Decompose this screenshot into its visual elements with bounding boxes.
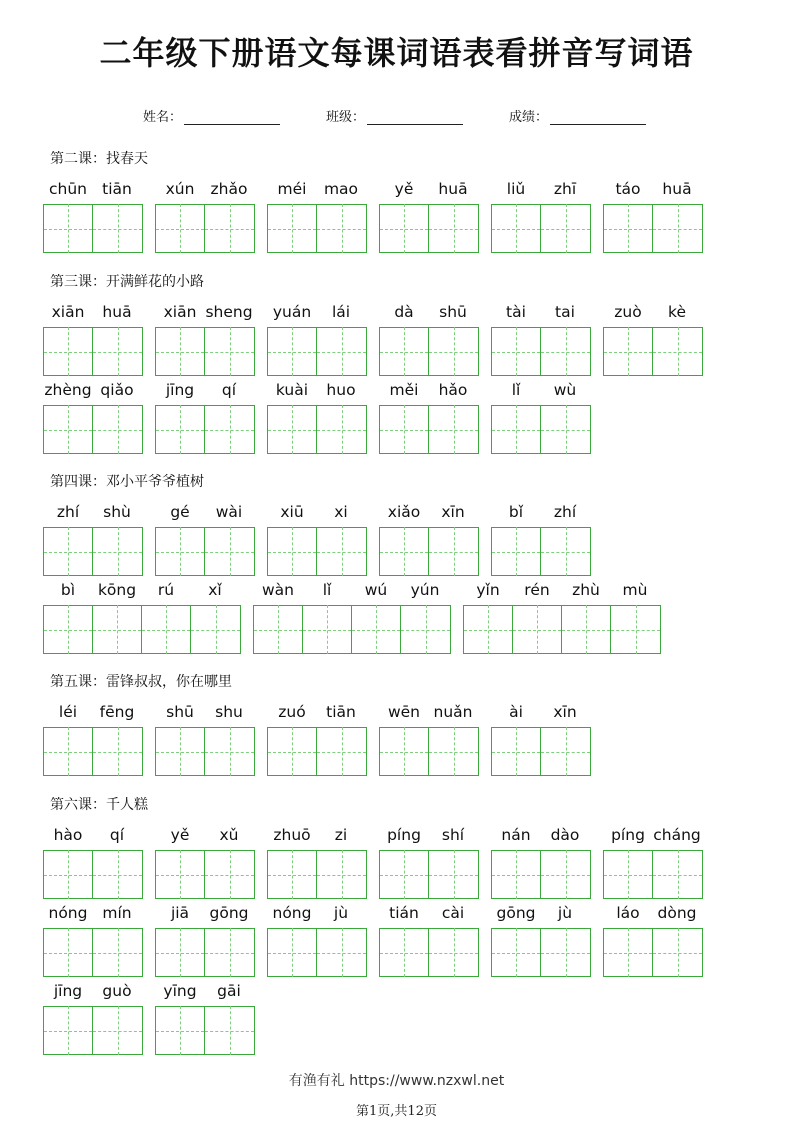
pinyin-syllable: zhǎo [210,180,248,198]
tianzige-box-group [491,527,591,576]
pinyin-syllable: hào [53,826,83,844]
tianzige-box-group [491,928,591,977]
tianzige-cell[interactable] [492,327,541,376]
tianzige-cell[interactable] [317,405,366,454]
pinyin-syllable: lái [331,303,351,321]
tianzige-cell[interactable] [492,727,541,776]
pinyin-syllable: huā [438,180,468,198]
tianzige-box-group [267,928,367,977]
tianzige-cell[interactable] [93,1006,142,1055]
class-label: 班级： [326,110,366,125]
pinyin-syllable: chūn [49,180,87,198]
pinyin-syllable: tai [555,303,575,321]
pinyin-syllable: tián [389,904,419,922]
tianzige-cell[interactable] [93,527,142,576]
tianzige-cell[interactable] [352,605,401,654]
pinyin-syllable: píng [611,826,645,844]
pinyin-syllable: lǐ [511,381,521,399]
tianzige-cell[interactable] [541,204,590,253]
lesson-title: 第五课：雷锋叔叔，你在哪里 [50,674,232,690]
pinyin-syllable: dòng [657,904,697,922]
tianzige-box-group [491,727,591,776]
pinyin-syllable: xiān [51,303,85,321]
pinyin-syllable: xīn [441,503,465,521]
tianzige-box-group [155,405,255,454]
pinyin-syllable: tài [506,303,526,321]
footer-link[interactable]: 有渔有礼 https://www.nzxwl.net [288,1073,505,1089]
tianzige-box-group [155,204,255,253]
tianzige-cell[interactable] [93,605,142,654]
tianzige-box-group [379,204,479,253]
tianzige-box-group [155,1006,255,1055]
tianzige-cell[interactable] [205,204,254,253]
tianzige-cell[interactable] [604,327,653,376]
tianzige-cell[interactable] [254,605,303,654]
tianzige-cell[interactable] [492,204,541,253]
tianzige-box-group [43,1006,143,1055]
tianzige-cell[interactable] [44,327,93,376]
tianzige-cell[interactable] [611,605,660,654]
tianzige-cell[interactable] [541,327,590,376]
pinyin-syllable: píng [387,826,421,844]
tianzige-cell[interactable] [653,850,702,899]
tianzige-cell[interactable] [156,1006,205,1055]
tianzige-cell[interactable] [44,928,93,977]
pinyin-syllable: měi [389,381,419,399]
tianzige-box-group [463,605,661,654]
pinyin-syllable: nóng [48,904,88,922]
tianzige-box-group [379,527,479,576]
pinyin-syllable: shū [439,303,467,321]
pinyin-syllable: huo [326,381,356,399]
tianzige-cell[interactable] [268,727,317,776]
tianzige-cell[interactable] [93,727,142,776]
tianzige-cell[interactable] [93,928,142,977]
name-field[interactable] [143,106,280,125]
pinyin-syllable: guò [102,982,132,1000]
tianzige-cell[interactable] [317,527,366,576]
pinyin-syllable: xīn [553,703,577,721]
tianzige-cell[interactable] [429,928,478,977]
tianzige-box-group [267,204,367,253]
tianzige-cell[interactable] [492,527,541,576]
tianzige-cell[interactable] [604,928,653,977]
tianzige-box-group [491,405,591,454]
pinyin-syllable: tiān [102,180,132,198]
score-field[interactable] [509,106,646,125]
pinyin-syllable: huā [662,180,692,198]
tianzige-box-group [43,405,143,454]
tianzige-cell[interactable] [317,850,366,899]
pinyin-syllable: yǐn [476,581,500,599]
pinyin-syllable: kè [668,303,686,321]
tianzige-box-group [155,327,255,376]
pinyin-syllable: liǔ [506,180,526,198]
tianzige-box-group [253,605,451,654]
pinyin-syllable: jù [557,904,573,922]
class-blank[interactable] [367,110,463,125]
pinyin-syllable: shū [166,703,194,721]
tianzige-cell[interactable] [317,204,366,253]
tianzige-box-group [155,928,255,977]
tianzige-cell[interactable] [44,727,93,776]
tianzige-cell[interactable] [380,928,429,977]
score-label: 成绩： [509,110,549,125]
pinyin-syllable: ài [509,703,523,721]
pinyin-syllable: lǐ [322,581,332,599]
tianzige-box-group [43,605,241,654]
student-info-row [0,106,793,126]
tianzige-cell[interactable] [317,928,366,977]
pinyin-syllable: xiū [280,503,304,521]
pinyin-syllable: shu [215,703,243,721]
tianzige-cell[interactable] [44,1006,93,1055]
pinyin-syllable: shí [441,826,465,844]
pinyin-syllable: xi [334,503,348,521]
tianzige-cell[interactable] [93,204,142,253]
tianzige-cell[interactable] [44,850,93,899]
pinyin-syllable: qiǎo [100,381,134,399]
tianzige-cell[interactable] [191,605,240,654]
pinyin-syllable: bì [60,581,76,599]
tianzige-cell[interactable] [142,605,191,654]
tianzige-cell[interactable] [653,327,702,376]
pinyin-syllable: qí [221,381,237,399]
pinyin-syllable: kuài [275,381,309,399]
tianzige-cell[interactable] [492,850,541,899]
tianzige-box-group [491,327,591,376]
tianzige-cell[interactable] [268,850,317,899]
tianzige-cell[interactable] [492,405,541,454]
pinyin-syllable: xiǎo [387,503,421,521]
tianzige-cell[interactable] [401,605,450,654]
tianzige-box-group [379,727,479,776]
tianzige-cell[interactable] [541,727,590,776]
tianzige-cell[interactable] [429,527,478,576]
pinyin-syllable: láo [616,904,640,922]
tianzige-cell[interactable] [513,605,562,654]
pinyin-syllable: qí [109,826,125,844]
tianzige-cell[interactable] [268,327,317,376]
pinyin-syllable: zhù [572,581,600,599]
tianzige-cell[interactable] [303,605,352,654]
pinyin-syllable: méi [277,180,307,198]
tianzige-box-group [379,928,479,977]
tianzige-cell[interactable] [541,928,590,977]
tianzige-box-group [43,727,143,776]
tianzige-cell[interactable] [93,405,142,454]
pinyin-syllable: gōng [209,904,249,922]
tianzige-cell[interactable] [653,928,702,977]
name-blank[interactable] [184,110,280,125]
pinyin-syllable: wài [215,503,243,521]
pinyin-syllable: táo [615,180,641,198]
tianzige-box-group [43,327,143,376]
pinyin-syllable: cài [441,904,465,922]
tianzige-box-group [491,850,591,899]
pinyin-syllable: bǐ [508,503,524,521]
lesson-title: 第六课：千人糕 [50,797,148,813]
tianzige-cell[interactable] [562,605,611,654]
tianzige-cell[interactable] [541,527,590,576]
tianzige-cell[interactable] [268,928,317,977]
lesson-title: 第四课：邓小平爷爷植树 [50,474,204,490]
tianzige-cell[interactable] [429,727,478,776]
pinyin-syllable: cháng [653,826,701,844]
tianzige-box-group [603,928,703,977]
pinyin-syllable: xǔ [219,826,239,844]
tianzige-cell[interactable] [380,327,429,376]
pinyin-syllable: nóng [272,904,312,922]
pinyin-syllable: jīng [53,982,83,1000]
tianzige-cell[interactable] [156,727,205,776]
pinyin-syllable: wēn [387,703,421,721]
tianzige-cell[interactable] [205,327,254,376]
tianzige-cell[interactable] [653,204,702,253]
tianzige-box-group [43,527,143,576]
tianzige-cell[interactable] [93,850,142,899]
pinyin-syllable: jīng [165,381,195,399]
pinyin-syllable: yún [410,581,440,599]
pinyin-syllable: yě [394,180,414,198]
tianzige-box-group [603,327,703,376]
pinyin-syllable: zuó [278,703,306,721]
pinyin-syllable: zhí [553,503,577,521]
tianzige-cell[interactable] [205,727,254,776]
tianzige-box-group [267,327,367,376]
pinyin-syllable: wú [364,581,388,599]
pinyin-syllable: nán [501,826,531,844]
tianzige-cell[interactable] [205,850,254,899]
name-label: 姓名： [143,110,183,125]
pinyin-syllable: zhī [553,180,577,198]
score-blank[interactable] [550,110,646,125]
tianzige-cell[interactable] [44,605,93,654]
tianzige-cell[interactable] [429,405,478,454]
lesson-title: 第三课：开满鲜花的小路 [50,274,204,290]
pinyin-syllable: zuò [614,303,642,321]
tianzige-cell[interactable] [429,327,478,376]
tianzige-box-group [267,405,367,454]
tianzige-cell[interactable] [268,527,317,576]
tianzige-box-group [267,727,367,776]
pinyin-syllable: mín [102,904,132,922]
pinyin-syllable: xǐ [208,581,222,599]
pinyin-syllable: gōng [496,904,536,922]
tianzige-cell[interactable] [380,850,429,899]
tianzige-cell[interactable] [44,527,93,576]
pinyin-syllable: yuán [272,303,312,321]
pinyin-syllable: zi [334,826,348,844]
tianzige-cell[interactable] [156,527,205,576]
tianzige-box-group [155,527,255,576]
tianzige-box-group [603,850,703,899]
pinyin-syllable: wàn [262,581,294,599]
pinyin-syllable: mao [323,180,359,198]
tianzige-cell[interactable] [380,727,429,776]
tianzige-cell[interactable] [604,204,653,253]
tianzige-box-group [155,850,255,899]
tianzige-box-group [155,727,255,776]
pinyin-syllable: rú [157,581,175,599]
pinyin-syllable: léi [58,703,78,721]
pinyin-syllable: jù [333,904,349,922]
tianzige-cell[interactable] [156,850,205,899]
tianzige-cell[interactable] [205,405,254,454]
tianzige-cell[interactable] [205,928,254,977]
pinyin-syllable: zhèng [44,381,92,399]
tianzige-cell[interactable] [317,327,366,376]
pinyin-syllable: xiān [163,303,197,321]
tianzige-box-group [267,527,367,576]
tianzige-box-group [267,850,367,899]
tianzige-cell[interactable] [44,204,93,253]
pinyin-syllable: gāi [217,982,241,1000]
page-title: 二年级下册语文每课词语表看拼音写词语 [99,34,694,72]
pinyin-syllable: rén [524,581,550,599]
tianzige-cell[interactable] [604,850,653,899]
tianzige-cell[interactable] [268,405,317,454]
tianzige-box-group [43,928,143,977]
pinyin-syllable: zhí [56,503,80,521]
pinyin-syllable: nuǎn [433,703,473,721]
pinyin-syllable: fēng [99,703,135,721]
tianzige-box-group [43,850,143,899]
tianzige-cell[interactable] [464,605,513,654]
pinyin-syllable: dà [394,303,414,321]
pinyin-syllable: yě [170,826,190,844]
tianzige-cell[interactable] [156,204,205,253]
tianzige-cell[interactable] [429,850,478,899]
tianzige-box-group [379,405,479,454]
tianzige-cell[interactable] [44,405,93,454]
pinyin-syllable: zhuō [273,826,311,844]
tianzige-cell[interactable] [541,405,590,454]
tianzige-box-group [603,204,703,253]
tianzige-cell[interactable] [541,850,590,899]
pinyin-syllable: yīng [163,982,197,1000]
tianzige-cell[interactable] [317,727,366,776]
pinyin-syllable: xún [165,180,195,198]
pinyin-syllable: kōng [97,581,137,599]
tianzige-cell[interactable] [156,327,205,376]
tianzige-cell[interactable] [156,928,205,977]
pinyin-syllable: mù [622,581,648,599]
pinyin-syllable: shù [103,503,131,521]
tianzige-cell[interactable] [205,1006,254,1055]
tianzige-cell[interactable] [268,204,317,253]
tianzige-cell[interactable] [492,928,541,977]
tianzige-cell[interactable] [380,204,429,253]
class-field[interactable] [326,106,463,125]
pinyin-syllable: tiān [326,703,356,721]
pinyin-syllable: jiā [170,904,190,922]
pinyin-syllable: huā [102,303,132,321]
pinyin-syllable: dào [550,826,580,844]
tianzige-cell[interactable] [93,327,142,376]
lesson-title: 第二课：找春天 [50,151,148,167]
pinyin-syllable: sheng [205,303,253,321]
tianzige-box-group [491,204,591,253]
tianzige-cell[interactable] [429,204,478,253]
tianzige-box-group [43,204,143,253]
tianzige-box-group [379,850,479,899]
tianzige-cell[interactable] [156,405,205,454]
tianzige-box-group [379,327,479,376]
tianzige-cell[interactable] [205,527,254,576]
tianzige-cell[interactable] [380,527,429,576]
pinyin-syllable: gé [170,503,190,521]
tianzige-cell[interactable] [380,405,429,454]
page-number: 第1页,共12页 [356,1104,437,1119]
pinyin-syllable: hǎo [438,381,468,399]
pinyin-syllable: wù [553,381,577,399]
